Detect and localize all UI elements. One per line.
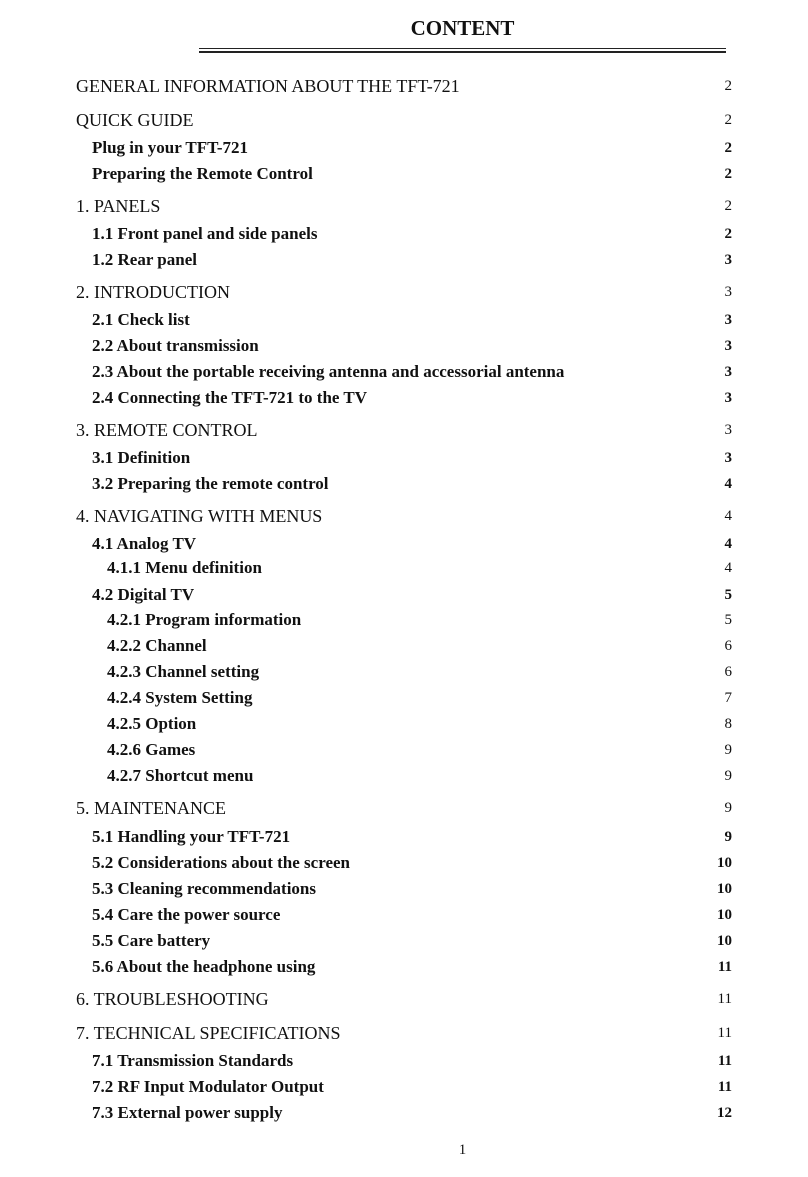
toc-entry-page: 3 xyxy=(724,284,732,300)
toc-entry[interactable] xyxy=(76,250,732,274)
toc-entry-page: 2 xyxy=(724,140,732,156)
toc-entry[interactable] xyxy=(76,798,732,822)
toc-entry-label: 5.6 About the headphone using xyxy=(92,957,316,976)
toc-entry-page: 4 xyxy=(724,536,732,552)
toc-entry-label: QUICK GUIDE xyxy=(76,110,194,130)
toc-entry[interactable] xyxy=(76,1103,732,1127)
toc-entry-label: 7. TECHNICAL SPECIFICATIONS xyxy=(76,1023,341,1043)
toc-entry-page: 4 xyxy=(724,476,732,492)
toc-entry[interactable] xyxy=(76,688,732,712)
toc-entry-page: 9 xyxy=(724,742,732,758)
page-number: 1 xyxy=(458,1142,467,1158)
toc-entry-label: 5.3 Cleaning recommendations xyxy=(92,879,316,898)
toc-entry-label: 4.2.6 Games xyxy=(107,740,196,759)
page-title: CONTENT xyxy=(410,16,515,40)
toc-entry-label: 2.4 Connecting the TFT-721 to the TV xyxy=(92,388,368,407)
toc-entry-label: Plug in your TFT-721 xyxy=(92,138,249,157)
toc-entry[interactable] xyxy=(76,76,732,100)
toc-entry-page: 5 xyxy=(724,612,732,628)
toc-entry-page: 4 xyxy=(724,560,732,576)
toc-entry[interactable] xyxy=(76,740,732,764)
toc-entry-label: 3.2 Preparing the remote control xyxy=(92,474,329,493)
toc-entry[interactable] xyxy=(76,585,732,609)
toc-entry[interactable] xyxy=(76,905,732,929)
toc-entry[interactable] xyxy=(76,282,732,306)
toc-entry-label: 6. TROUBLESHOOTING xyxy=(76,989,269,1009)
toc-entry-page: 9 xyxy=(724,829,732,845)
toc-entry-label: 1.2 Rear panel xyxy=(92,250,197,269)
toc-entry[interactable] xyxy=(76,224,732,248)
toc-entry-page: 12 xyxy=(717,1105,732,1121)
toc-entry-label: 4. NAVIGATING WITH MENUS xyxy=(76,506,323,526)
toc-entry[interactable] xyxy=(76,766,732,790)
toc-entry[interactable] xyxy=(76,1051,732,1075)
toc-entry-page: 3 xyxy=(724,390,732,406)
toc-entry[interactable] xyxy=(76,879,732,903)
toc-entry[interactable] xyxy=(76,931,732,955)
toc-entry-page: 10 xyxy=(717,855,732,871)
toc-entry-page: 11 xyxy=(717,1025,732,1041)
toc-entry-label: 1. PANELS xyxy=(76,196,161,216)
toc-entry-page: 2 xyxy=(724,78,732,94)
toc-entry-label: 7.1 Transmission Standards xyxy=(92,1051,294,1070)
toc-entry-page: 3 xyxy=(724,364,732,380)
toc-entry[interactable] xyxy=(76,1023,732,1047)
toc-entry[interactable] xyxy=(76,610,732,634)
toc-entry-page: 5 xyxy=(724,587,732,603)
toc-entry-page: 4 xyxy=(724,508,732,524)
toc-entry-label: 4.2.4 System Setting xyxy=(107,688,253,707)
toc-entry[interactable] xyxy=(76,448,732,472)
toc-entry-label: 7.2 RF Input Modulator Output xyxy=(92,1077,324,1096)
toc-entry-label: 7.3 External power supply xyxy=(92,1103,283,1122)
toc-entry-label: 4.2.3 Channel setting xyxy=(107,662,260,681)
toc-entry-page: 3 xyxy=(724,252,732,268)
toc-entry-label: 2.3 About the portable receiving antenna and accessorial antenna xyxy=(92,362,565,381)
toc-entry[interactable] xyxy=(76,662,732,686)
toc-entry-label: GENERAL INFORMATION ABOUT THE TFT-721 xyxy=(76,76,460,96)
toc-entry-label: 2. INTRODUCTION xyxy=(76,282,230,302)
toc-entry-label: 4.2.2 Channel xyxy=(107,636,207,655)
toc-entry-label: 3. REMOTE CONTROL xyxy=(76,420,258,440)
toc-entry-page: 11 xyxy=(717,991,732,1007)
toc-entry-page: 11 xyxy=(717,1053,732,1069)
toc-entry-label: 5.4 Care the power source xyxy=(92,905,281,924)
toc-entry-label: 4.2.5 Option xyxy=(107,714,197,733)
toc-entry[interactable] xyxy=(76,138,732,162)
toc-entry-page: 3 xyxy=(724,450,732,466)
toc-entry[interactable] xyxy=(76,388,732,412)
toc-entry-page: 7 xyxy=(724,690,732,706)
toc-entry-page: 10 xyxy=(717,907,732,923)
toc-entry-page: 2 xyxy=(724,198,732,214)
toc-entry-label: 4.2.7 Shortcut menu xyxy=(107,766,254,785)
toc-entry-page: 11 xyxy=(717,1079,732,1095)
toc-entry-page: 2 xyxy=(724,226,732,242)
toc-entry[interactable] xyxy=(76,420,732,444)
toc-entry-page: 9 xyxy=(724,768,732,784)
toc-entry-page: 2 xyxy=(724,112,732,128)
toc-entry-label: 4.1.1 Menu definition xyxy=(107,558,262,577)
toc-entry[interactable] xyxy=(76,164,732,188)
toc-entry[interactable] xyxy=(76,853,732,877)
toc-entry-page: 3 xyxy=(724,338,732,354)
toc-entry[interactable] xyxy=(76,989,732,1013)
toc-entry-label: 3.1 Definition xyxy=(92,448,191,467)
toc-entry-label: 5.2 Considerations about the screen xyxy=(92,853,350,872)
toc-entry-page: 2 xyxy=(724,166,732,182)
toc-entry-label: 5.5 Care battery xyxy=(92,931,211,950)
toc-entry[interactable] xyxy=(76,534,732,558)
toc-entry[interactable] xyxy=(76,1077,732,1101)
toc-entry[interactable] xyxy=(76,362,732,386)
toc-entry[interactable] xyxy=(76,336,732,360)
toc-entry-label: 5.1 Handling your TFT-721 xyxy=(92,827,291,846)
title-underline xyxy=(199,48,726,53)
toc-entry-page: 3 xyxy=(724,312,732,328)
toc-entry[interactable] xyxy=(76,310,732,334)
toc-entry-label: 2.1 Check list xyxy=(92,310,190,329)
toc-entry-label: 2.2 About transmission xyxy=(92,336,259,355)
toc-entry-page: 10 xyxy=(717,933,732,949)
toc-entry[interactable] xyxy=(76,827,732,851)
toc-entry-label: 4.2 Digital TV xyxy=(92,585,195,604)
toc-entry[interactable] xyxy=(76,474,732,498)
toc-entry-page: 10 xyxy=(717,881,732,897)
toc-entry[interactable] xyxy=(76,110,732,134)
toc-entry-page: 11 xyxy=(717,959,732,975)
toc-entry[interactable] xyxy=(76,506,732,530)
toc-entry[interactable] xyxy=(76,558,732,582)
toc-entry-page: 6 xyxy=(724,664,732,680)
toc-entry-page: 3 xyxy=(724,422,732,438)
toc-entry-label: Preparing the Remote Control xyxy=(92,164,313,183)
toc-entry[interactable] xyxy=(76,957,732,981)
toc-entry-page: 9 xyxy=(724,800,732,816)
toc-entry-page: 8 xyxy=(724,716,732,732)
toc-entry[interactable] xyxy=(76,714,732,738)
toc-entry-label: 5. MAINTENANCE xyxy=(76,798,226,818)
toc-entry-label: 1.1 Front panel and side panels xyxy=(92,224,318,243)
toc-entry-page: 6 xyxy=(724,638,732,654)
toc-entry[interactable] xyxy=(76,636,732,660)
toc-entry-label: 4.2.1 Program information xyxy=(107,610,302,629)
toc-entry[interactable] xyxy=(76,196,732,220)
toc-entry-label: 4.1 Analog TV xyxy=(92,534,197,553)
